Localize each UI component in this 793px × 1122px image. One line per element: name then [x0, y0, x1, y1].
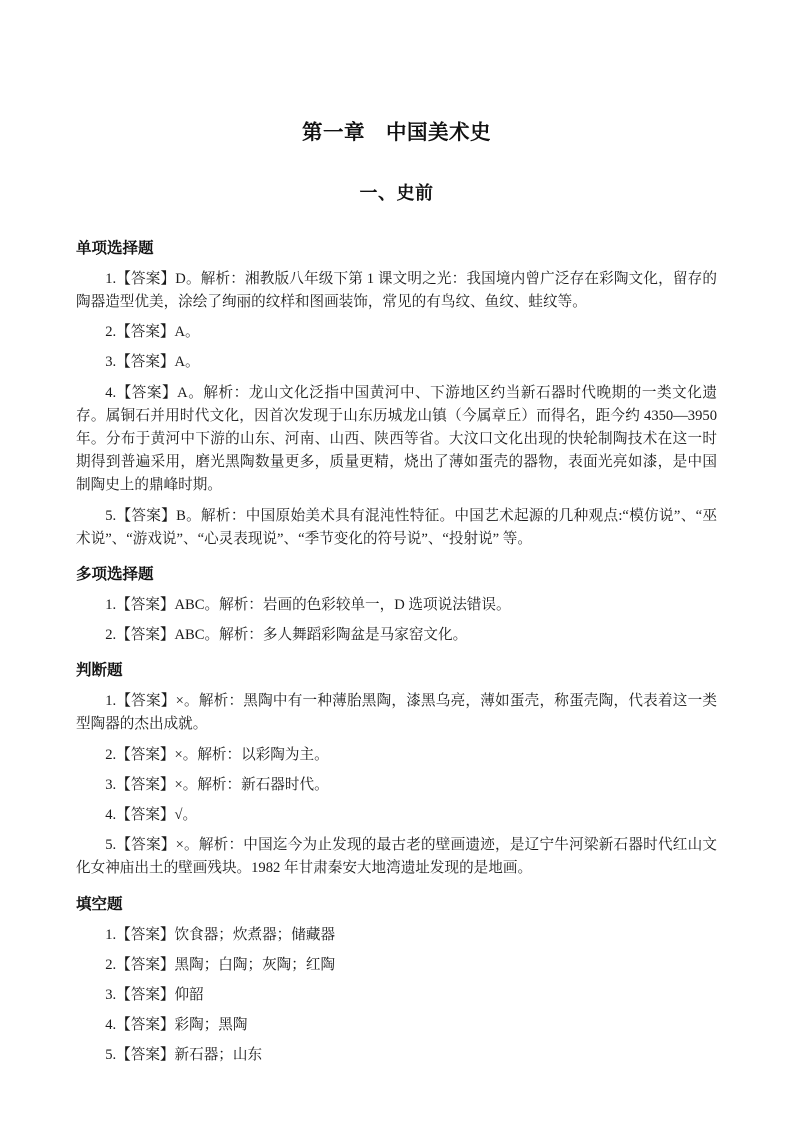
answer-item: 4.【答案】A。解析：龙山文化泛指中国黄河中、下游地区约当新石器时代晚期的一类文化遗存。属铜石并用时代文化，因首次发现于山东历城龙山镇（今属章丘）而得名，距今约 4350—3950 年。分布于黄河中下游的山东、河南、山西、陕西等省。大汶口文化出现的快轮制陶技术在这一时期得到普遍采用，磨光黑陶数量更多，质量更精，烧出了薄如蛋壳的器物，表面光亮如漆，是中国制陶史上的鼎峰时期。: [76, 384, 717, 494]
answer-item: 3.【答案】仰韶: [105, 986, 204, 1003]
answer-item: 2.【答案】×。解析：以彩陶为主。: [105, 746, 329, 763]
answer-item: 3.【答案】A。: [105, 354, 200, 371]
answer-item: 5.【答案】×。解析：中国迄今为止发现的最古老的壁画遗迹，是辽宁牛河梁新石器时代红山文化女神庙出土的壁画残块。1982 年甘肃秦安大地湾遗址发现的是地画。: [76, 837, 717, 877]
page-title: 第一章 中国美术史: [302, 121, 491, 144]
answer-item: 1.【答案】ABC。解析：岩画的色彩较单一，D 选项说法错误。: [105, 596, 511, 613]
answer-item: 3.【答案】×。解析：新石器时代。: [105, 776, 329, 793]
answer-item: 5.【答案】B。解析：中国原始美术具有混沌性特征。中国艺术起源的几种观点:“模仿说”、“巫术说”、“游戏说”、“心灵表现说”、“季节变化的符号说”、“投射说” 等。: [76, 507, 717, 547]
answer-item: 1.【答案】饮食器；炊煮器；储藏器: [105, 926, 336, 943]
page-subtitle: 一、史前: [359, 182, 434, 203]
answer-item: 2.【答案】黑陶；白陶；灰陶；红陶: [105, 956, 336, 973]
page-content: [76, 0, 717, 1068]
section-heading-single-choice: 单项选择题: [76, 239, 154, 257]
answer-item: 2.【答案】ABC。解析：多人舞蹈彩陶盆是马家窑文化。: [105, 627, 468, 644]
answer-item: 4.【答案】彩陶；黑陶: [105, 1017, 248, 1034]
answer-item: 1.【答案】D。解析：湘教版八年级下第 1 课文明之光：我国境内曾广泛存在彩陶文化，留存的陶器造型优美，涂绘了绚丽的纹样和图画装饰，常见的有鸟纹、鱼纹、蛙纹等。: [76, 270, 717, 310]
section-heading-true-false: 判断题: [76, 662, 123, 680]
answer-item: 1.【答案】×。解析：黑陶中有一种薄胎黑陶，漆黑乌亮，薄如蛋壳，称蛋壳陶，代表着这一类型陶器的杰出成就。: [76, 693, 717, 733]
section-heading-fill-blank: 填空题: [76, 895, 123, 913]
answer-item: 5.【答案】新石器；山东: [105, 1047, 263, 1064]
section-heading-multiple-choice: 多项选择题: [76, 565, 154, 583]
answer-item: 2.【答案】A。: [105, 324, 200, 341]
answer-item: 4.【答案】√。: [105, 807, 198, 824]
